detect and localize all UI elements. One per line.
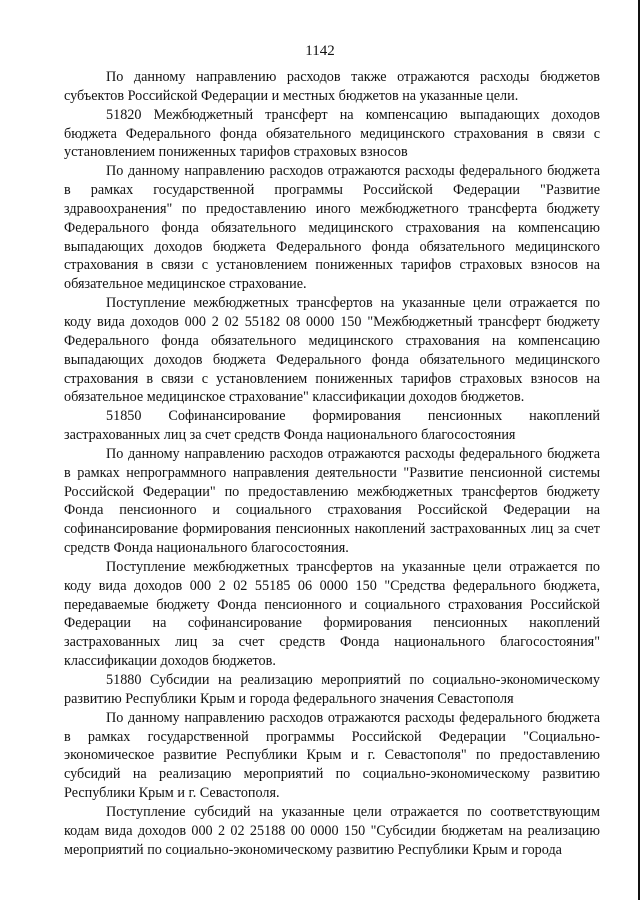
paragraph: 51820 Межбюджетный трансферт на компенсацию выпадающих доходов бюджета Федерального фонда обязательного медицинского страхования в связи с установлением пониженных тарифов страховых взносов: [64, 106, 600, 161]
paragraph: Поступление межбюджетных трансфертов на указанные цели отражается по коду вида доходов 000 2 02 55185 06 0000 150 "Средства федерального бюджета, передаваемые бюджету Фонда пенсионного и социального страхования Российской Федерации на софинансирование формирования пенсионных накоплений застрахованных лиц за счет средств Фонда национального благосостояния" классификации доходов бюджетов.: [64, 558, 600, 670]
paragraph: 51850 Софинансирование формирования пенсионных накоплений застрахованных лиц за счет средств Фонда национального благосостояния: [64, 408, 600, 444]
document-body: [64, 68, 600, 859]
paragraph: По данному направлению расходов также отражаются расходы бюджетов субъектов Российской Федерации и местных бюджетов на указанные цели.: [64, 69, 600, 104]
paragraph: Поступление межбюджетных трансфертов на указанные цели отражается по коду вида доходов 000 2 02 55182 08 0000 150 "Межбюджетный трансферт бюджету Федерального фонда обязательного медицинского страхования на компенсацию выпадающих доходов бюджета Федерального фонда обязательного медицинского страхования в связи с установлением пониженных тарифов страховых взносов на обязательное медицинское страхование" классификации доходов бюджетов.: [64, 295, 600, 406]
paragraph: Поступление субсидий на указанные цели отражается по соответствующим кодам вида доходов 000 2 02 25188 00 0000 150 "Субсидии бюджетам на реализацию мероприятий по социально-экономическому развитию Республики Крым и города: [64, 803, 600, 858]
paragraph: По данному направлению расходов отражаются расходы федерального бюджета в рамках государственной программы Российской Федерации "Развитие здравоохранения" по предоставлению иного межбюджетного трансферта бюджету Федерального фонда обязательного медицинского страхования на компенсацию выпадающих доходов бюджета Федерального фонда обязательного медицинского страхования в связи с установлением пониженных тарифов страховых взносов на обязательное медицинское страхование.: [64, 163, 600, 293]
page-number: 1142: [305, 43, 335, 59]
paragraph: По данному направлению расходов отражаются расходы федерального бюджета в рамках государственной программы Российской Федерации "Социально-экономическое развитие Республики Крым и г. Севастополя" по предоставлению субсидий на реализацию мероприятий по социально-экономическому развитию Республики Крым и г. Севастополя.: [64, 709, 600, 802]
paragraph: По данному направлению расходов отражаются расходы федерального бюджета в рамках непрограммного направления деятельности "Развитие пенсионной системы Российской Федерации" по предоставлению межбюджетных трансфертов бюджету Фонда пенсионного и социального страхования Российской Федерации на софинансирование формирования пенсионных накоплений застрахованных лиц за счет средств Фонда национального благосостояния.: [64, 445, 600, 557]
paragraph: 51880 Субсидии на реализацию мероприятий по социально-экономическому развитию Республики Крым и города федерального значения Севастополя: [64, 672, 600, 707]
